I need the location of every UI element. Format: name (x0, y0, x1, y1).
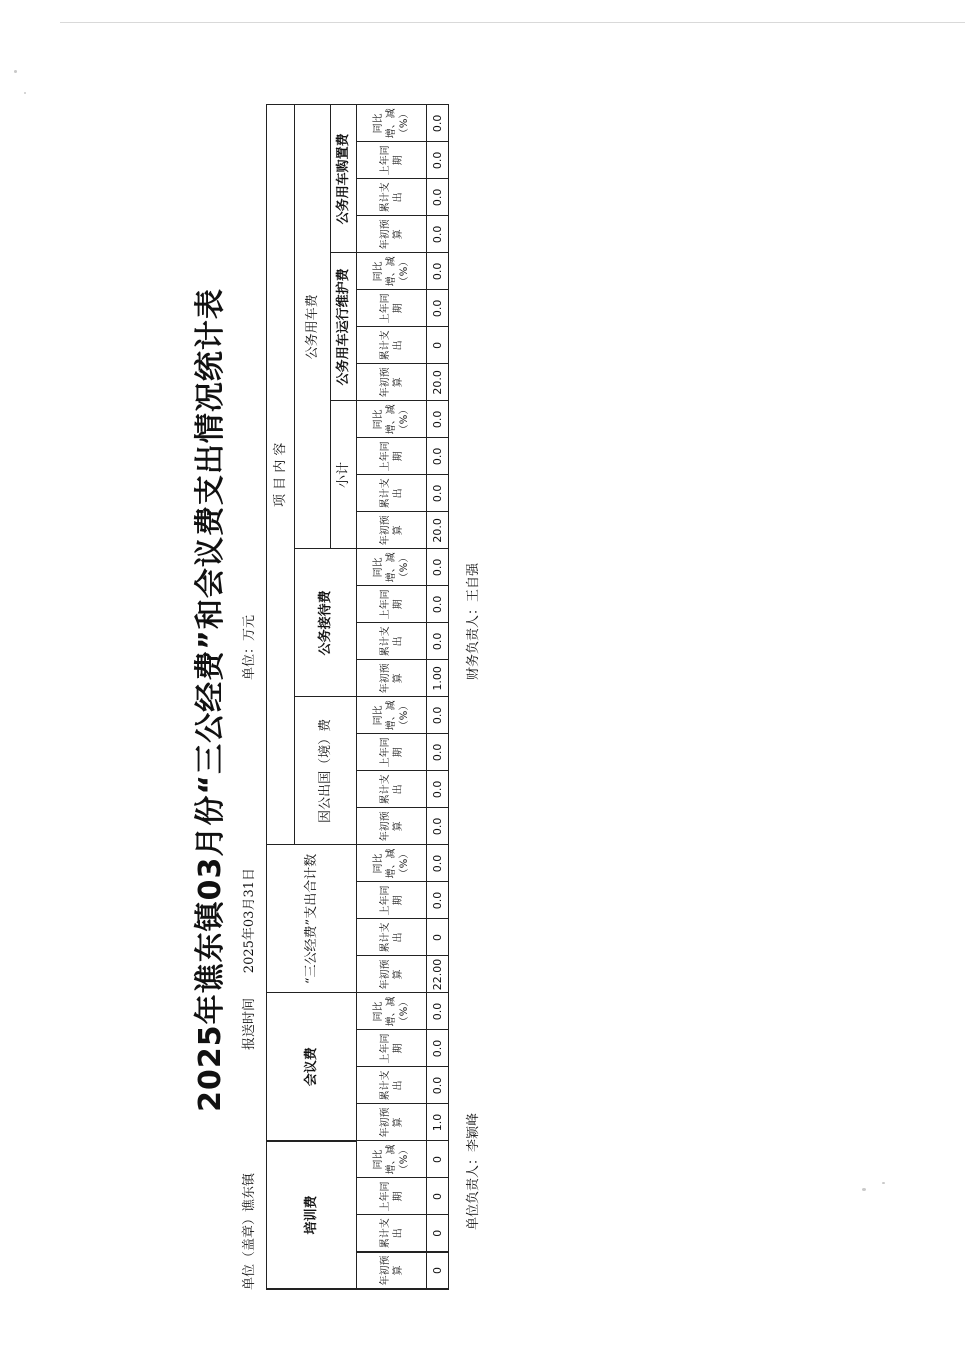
sub-yoy: 同比增、减（%） (357, 1141, 427, 1178)
sub-budget: 年初预算 (357, 512, 427, 549)
value-maintenance-last-year: 0.0 (427, 290, 449, 327)
value-meeting-spent: 0.0 (427, 1067, 449, 1104)
sub-yoy: 同比增、减（%） (357, 845, 427, 882)
sub-spent: 累计支出 (357, 179, 427, 216)
value-purchase-budget: 0.0 (427, 216, 449, 253)
value-maintenance-yoy: 0.0 (427, 253, 449, 290)
value-purchase-spent: 0.0 (427, 179, 449, 216)
value-three-total-yoy: 0.0 (427, 845, 449, 882)
sub-yoy: 同比增、减（%） (357, 401, 427, 438)
sub-budget: 年初预算 (357, 364, 427, 401)
header-vehicle-purchase: 公务用车购置费 (331, 105, 357, 253)
sub-yoy: 同比增、减（%） (357, 105, 427, 142)
sub-last-year: 上年同期 (357, 1178, 427, 1215)
header-meeting: 会议费 (267, 993, 357, 1141)
value-maintenance-budget: 20.0 (427, 364, 449, 401)
value-three-total-budget: 22.00 (427, 956, 449, 993)
report-title: 2025年谯东镇03月份“三公经费”和会议费支出情况统计表 (193, 288, 228, 1112)
value-abroad-last-year: 0.0 (427, 734, 449, 771)
sub-budget: 年初预算 (357, 1252, 427, 1289)
sub-last-year: 上年同期 (357, 438, 427, 475)
value-subtotal-spent: 0.0 (427, 475, 449, 512)
sub-yoy: 同比增、减（%） (357, 253, 427, 290)
value-reception-last-year: 0.0 (427, 586, 449, 623)
value-training-last-year: 0 (427, 1178, 449, 1215)
value-training-yoy: 0 (427, 1141, 449, 1178)
value-abroad-budget: 0.0 (427, 808, 449, 845)
value-three-total-spent: 0 (427, 919, 449, 956)
scan-speck (14, 70, 17, 73)
value-subtotal-budget: 20.0 (427, 512, 449, 549)
finance-head-signature: 财务负责人：王自强 (466, 562, 481, 680)
sub-budget: 年初预算 (357, 956, 427, 993)
sub-last-year: 上年同期 (357, 586, 427, 623)
sub-spent: 累计支出 (357, 623, 427, 660)
sub-yoy: 同比增、减（%） (357, 697, 427, 734)
value-reception-yoy: 0.0 (427, 549, 449, 586)
value-meeting-budget: 1.0 (427, 1104, 449, 1141)
sub-budget: 年初预算 (357, 808, 427, 845)
sub-last-year: 上年同期 (357, 734, 427, 771)
unit-head-signature: 单位负责人：李颖峰 (466, 1112, 481, 1230)
header-three-total: “三公经费”支出合计数 (267, 845, 357, 993)
value-reception-spent: 0.0 (427, 623, 449, 660)
sub-yoy: 同比增、减（%） (357, 993, 427, 1030)
sub-spent: 累计支出 (357, 475, 427, 512)
value-purchase-last-year: 0.0 (427, 142, 449, 179)
sub-spent: 累计支出 (357, 327, 427, 364)
value-purchase-yoy: 0.0 (427, 105, 449, 142)
value-maintenance-spent: 0 (427, 327, 449, 364)
sub-last-year: 上年同期 (357, 882, 427, 919)
report-time (240, 868, 260, 1050)
sub-budget: 年初预算 (357, 1104, 427, 1141)
sub-spent: 累计支出 (357, 1215, 427, 1252)
value-three-total-last-year: 0.0 (427, 882, 449, 919)
sub-last-year: 上年同期 (357, 142, 427, 179)
value-training-spent: 0 (427, 1215, 449, 1252)
sub-last-year: 上年同期 (357, 1030, 427, 1067)
value-meeting-last-year: 0.0 (427, 1030, 449, 1067)
money-unit: 单位：万元 (242, 614, 257, 680)
value-reception-budget: 1.00 (427, 660, 449, 697)
expense-statistics-table (266, 104, 449, 1290)
scan-speck (882, 1182, 885, 1184)
report-date: 2025年03月31日 (242, 868, 257, 974)
report-time-label: 报送时间 (242, 997, 257, 1050)
sub-last-year: 上年同期 (357, 290, 427, 327)
sub-budget: 年初预算 (357, 660, 427, 697)
sub-budget: 年初预算 (357, 216, 427, 253)
value-training-budget: 0 (427, 1252, 449, 1289)
sub-spent: 累计支出 (357, 771, 427, 808)
value-subtotal-yoy: 0.0 (427, 401, 449, 438)
header-reception: 公务接待费 (295, 549, 357, 697)
rotated-report-sheet (190, 100, 490, 1300)
top-edge-line (60, 22, 965, 23)
sub-spent: 累计支出 (357, 919, 427, 956)
sub-yoy: 同比增、减（%） (357, 549, 427, 586)
scan-speck (24, 92, 26, 94)
header-abroad: 因公出国（境）费 (295, 697, 357, 845)
header-project-content: 项 目 内 容 (267, 105, 295, 845)
value-abroad-yoy: 0.0 (427, 697, 449, 734)
value-meeting-yoy: 0.0 (427, 993, 449, 1030)
sub-spent: 累计支出 (357, 1067, 427, 1104)
reporting-unit: 单位（盖章）谯东镇 (242, 1172, 257, 1290)
header-vehicle: 公务用车费 (295, 105, 331, 549)
value-subtotal-last-year: 0.0 (427, 438, 449, 475)
header-vehicle-subtotal: 小计 (331, 401, 357, 549)
header-vehicle-maintenance: 公务用车运行维护费 (331, 253, 357, 401)
header-training: 培训费 (267, 1141, 357, 1289)
value-abroad-spent: 0.0 (427, 771, 449, 808)
scan-speck (862, 1188, 866, 1191)
